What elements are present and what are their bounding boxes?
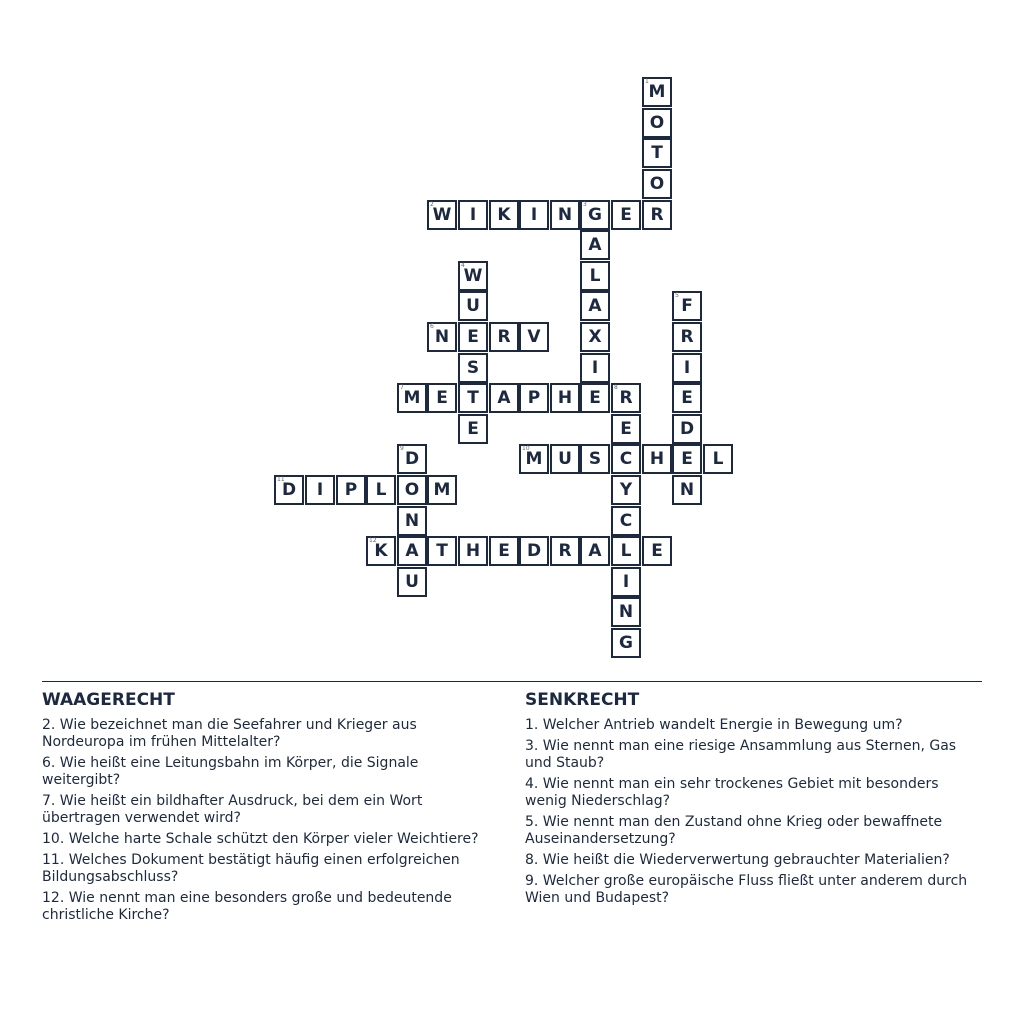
down-clue: 9. Welcher große europäische Fluss fließt unter anderem durch Wien und Budapest? [525, 873, 968, 906]
cell-letter: O [404, 480, 420, 500]
cell-letter: H [465, 541, 481, 561]
cell-letter: D [526, 541, 542, 561]
cell-letter: R [650, 205, 664, 225]
cell-letter: P [344, 480, 358, 500]
crossword-cell[interactable] [397, 383, 427, 413]
crossword-cell[interactable] [672, 383, 702, 413]
crossword-cell[interactable] [611, 414, 641, 444]
crossword-cell[interactable] [519, 200, 549, 230]
clue-number: 7 [400, 384, 404, 391]
cell-letter: N [557, 205, 573, 225]
down-heading: SENKRECHT [525, 690, 640, 710]
clue-number: 6 [430, 323, 434, 330]
cell-letter: K [374, 541, 388, 561]
cell-letter: W [432, 205, 452, 225]
cell-letter: E [467, 327, 479, 347]
crossword-cell[interactable] [397, 475, 427, 505]
cell-letter: T [436, 541, 448, 561]
crossword-cell[interactable] [519, 536, 549, 566]
crossword-cell[interactable] [580, 291, 610, 321]
crossword-cell[interactable] [366, 536, 396, 566]
crossword-cell[interactable] [550, 200, 580, 230]
crossword-cell[interactable] [611, 536, 641, 566]
cell-letter: R [497, 327, 511, 347]
crossword-cell[interactable] [489, 383, 519, 413]
clue-number: 5 [675, 292, 679, 299]
across-clue: 2. Wie bezeichnet man die Seefahrer und Krieger aus Nordeuropa im frühen Mittelalter? [42, 717, 417, 750]
crossword-cell[interactable] [642, 77, 672, 107]
cell-letter: D [404, 449, 420, 469]
down-clue: 3. Wie nennt man eine riesige Ansammlung aus Sternen, Gas und Staub? [525, 738, 957, 771]
crossword-cell[interactable] [550, 444, 580, 474]
cell-letter: R [680, 327, 694, 347]
cell-letter: X [588, 327, 602, 347]
cell-letter: E [467, 419, 479, 439]
cell-letter: I [622, 572, 630, 592]
cell-letter: W [463, 266, 483, 286]
crossword-cell[interactable] [611, 383, 641, 413]
across-heading: WAAGERECHT [42, 690, 175, 710]
crossword-cell[interactable] [489, 200, 519, 230]
cell-letter: N [404, 511, 420, 531]
cell-letter: P [527, 388, 541, 408]
crossword-cell[interactable] [611, 597, 641, 627]
cell-letter: E [620, 419, 632, 439]
cell-letter: S [466, 358, 480, 378]
cell-letter: I [591, 358, 599, 378]
crossword-cell[interactable] [489, 322, 519, 352]
cell-letter: E [498, 541, 510, 561]
across-clue: 7. Wie heißt ein bildhafter Ausdruck, bei dem ein Wort übertragen verwendet wird? [42, 793, 423, 826]
crossword-cell[interactable] [336, 475, 366, 505]
crossword-cell[interactable] [672, 291, 702, 321]
crossword-cell[interactable] [458, 200, 488, 230]
clue-number: 9 [400, 445, 404, 452]
crossword-cell[interactable] [397, 536, 427, 566]
across-clues-section [42, 690, 497, 928]
cell-letter: C [619, 511, 633, 531]
cell-letter: D [679, 419, 695, 439]
across-clue: 11. Welches Dokument bestätigt häufig einen erfolgreichen Bildungsabschluss? [42, 852, 460, 885]
crossword-cell[interactable] [519, 383, 549, 413]
cell-letter: L [375, 480, 387, 500]
cell-letter: E [651, 541, 663, 561]
cell-letter: D [281, 480, 297, 500]
cell-letter: R [619, 388, 633, 408]
cell-letter: G [588, 205, 602, 225]
crossword-cell[interactable] [642, 138, 672, 168]
clue-number: 3 [583, 201, 587, 208]
crossword-cell[interactable] [672, 322, 702, 352]
crossword-cell[interactable] [580, 322, 610, 352]
cell-letter: N [434, 327, 450, 347]
crossword-cell[interactable] [642, 444, 672, 474]
crossword-cell[interactable] [489, 536, 519, 566]
down-clue: 8. Wie heißt die Wiederverwertung gebrauchter Materialien? [525, 852, 950, 868]
crossword-cell[interactable] [611, 200, 641, 230]
crossword-cell[interactable] [642, 108, 672, 138]
clue-number: 10 [522, 445, 530, 452]
cell-letter: E [589, 388, 601, 408]
crossword-cell[interactable] [550, 536, 580, 566]
cell-letter: R [558, 541, 572, 561]
crossword-cell[interactable] [580, 353, 610, 383]
cell-letter: L [620, 541, 632, 561]
cell-letter: A [497, 388, 511, 408]
cell-letter: O [649, 174, 665, 194]
crossword-cell[interactable] [397, 444, 427, 474]
cell-letter: E [681, 388, 693, 408]
cell-letter: I [530, 205, 538, 225]
clue-number: 2 [430, 201, 434, 208]
cell-letter: H [557, 388, 573, 408]
crossword-cell[interactable] [703, 444, 733, 474]
clue-number: 8 [614, 384, 618, 391]
crossword-cell[interactable] [458, 322, 488, 352]
clue-number: 1 [645, 78, 649, 85]
cell-letter: L [712, 449, 724, 469]
crossword-cell[interactable] [427, 536, 457, 566]
crossword-cell[interactable] [611, 628, 641, 658]
crossword-cell[interactable] [550, 383, 580, 413]
crossword-cell[interactable] [642, 536, 672, 566]
cell-letter: H [649, 449, 665, 469]
crossword-cell[interactable] [519, 444, 549, 474]
cell-letter: O [649, 113, 665, 133]
crossword-cell[interactable] [611, 444, 641, 474]
cell-letter: A [588, 296, 602, 316]
cell-letter: T [651, 143, 663, 163]
crossword-cell[interactable] [642, 169, 672, 199]
cell-letter: I [316, 480, 324, 500]
crossword-cell[interactable] [427, 200, 457, 230]
crossword-cell[interactable] [580, 444, 610, 474]
across-clue: 12. Wie nennt man eine besonders große und bedeutende christliche Kirche? [42, 890, 452, 923]
down-clue: 4. Wie nennt man ein sehr trockenes Gebiet mit besonders wenig Niederschlag? [525, 776, 939, 809]
down-clues-section [525, 690, 980, 911]
crossword-cell[interactable] [580, 200, 610, 230]
cell-letter: U [466, 296, 480, 316]
crossword-cell[interactable] [519, 322, 549, 352]
cell-letter: M [648, 82, 666, 102]
crossword-cell[interactable] [427, 383, 457, 413]
crossword-cell[interactable] [397, 506, 427, 536]
crossword-cell[interactable] [672, 444, 702, 474]
crossword-cell[interactable] [458, 414, 488, 444]
crossword-cell[interactable] [427, 475, 457, 505]
crossword-cell[interactable] [458, 383, 488, 413]
crossword-cell[interactable] [458, 291, 488, 321]
cell-letter: S [588, 449, 602, 469]
cell-letter: C [619, 449, 633, 469]
crossword-cell[interactable] [580, 383, 610, 413]
crossword-cell[interactable] [274, 475, 304, 505]
clue-number: 11 [277, 476, 285, 483]
crossword-cell[interactable] [580, 261, 610, 291]
down-clue: 5. Wie nennt man den Zustand ohne Krieg oder bewaffnete Auseinandersetzung? [525, 814, 943, 847]
cell-letter: A [588, 235, 602, 255]
crossword-cell[interactable] [611, 475, 641, 505]
across-clue: 6. Wie heißt eine Leitungsbahn im Körper, die Signale weitergibt? [42, 755, 419, 788]
crossword-cell[interactable] [672, 414, 702, 444]
crossword-cell[interactable] [672, 353, 702, 383]
crossword-cell[interactable] [672, 475, 702, 505]
crossword-cell[interactable] [305, 475, 335, 505]
crossword-cell[interactable] [427, 322, 457, 352]
cell-letter: M [433, 480, 451, 500]
crossword-cell[interactable] [458, 261, 488, 291]
across-clue: 10. Welche harte Schale schützt den Körper vieler Weichtiere? [42, 831, 479, 847]
crossword-cell[interactable] [580, 230, 610, 260]
cell-letter: T [467, 388, 479, 408]
cell-letter: N [679, 480, 695, 500]
cell-letter: I [469, 205, 477, 225]
crossword-cell[interactable] [458, 353, 488, 383]
cell-letter: G [619, 633, 633, 653]
cell-letter: F [681, 296, 693, 316]
crossword-cell[interactable] [611, 506, 641, 536]
cell-letter: A [588, 541, 602, 561]
cell-letter: A [405, 541, 419, 561]
cell-letter: I [683, 358, 691, 378]
cell-letter: K [497, 205, 511, 225]
cell-letter: N [618, 602, 634, 622]
cell-letter: Y [619, 480, 633, 500]
cell-letter: V [527, 327, 541, 347]
cell-letter: M [525, 449, 543, 469]
cell-letter: M [403, 388, 421, 408]
cell-letter: U [405, 572, 419, 592]
crossword-cell[interactable] [642, 200, 672, 230]
cell-letter: L [589, 266, 601, 286]
crossword-cell[interactable] [580, 536, 610, 566]
crossword-cell[interactable] [458, 536, 488, 566]
section-divider [42, 681, 982, 682]
crossword-cell[interactable] [397, 567, 427, 597]
cell-letter: U [558, 449, 572, 469]
cell-letter: E [620, 205, 632, 225]
down-clue: 1. Welcher Antrieb wandelt Energie in Bewegung um? [525, 717, 903, 733]
clue-number: 4 [461, 262, 465, 269]
crossword-cell[interactable] [366, 475, 396, 505]
cell-letter: E [681, 449, 693, 469]
clue-number: 12 [369, 537, 377, 544]
crossword-cell[interactable] [611, 567, 641, 597]
cell-letter: E [436, 388, 448, 408]
